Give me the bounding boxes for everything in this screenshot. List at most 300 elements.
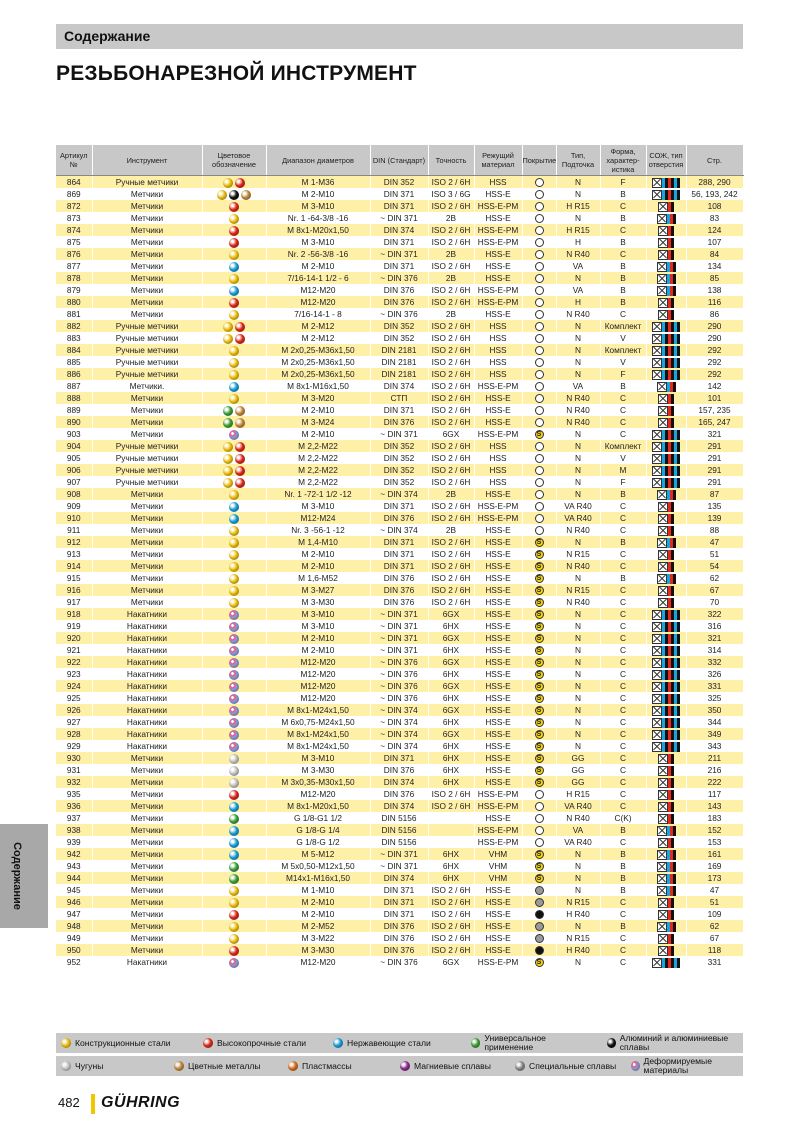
legend-label: Чугуны — [75, 1060, 104, 1071]
cell-tool: Накатники — [92, 668, 202, 680]
table-row[interactable] — [56, 596, 743, 608]
cell-din: DIN 352 — [370, 440, 428, 452]
cell-din: DIN 376 — [370, 764, 428, 776]
coolant-icon — [658, 754, 674, 763]
no-coating-icon — [535, 346, 544, 355]
table-row[interactable] — [56, 788, 743, 800]
cell-coating — [522, 212, 556, 224]
multi-material-dot-icon — [229, 682, 239, 692]
cell-page: 290 — [686, 332, 743, 344]
cell-form: M — [600, 464, 646, 476]
cell-art: 931 — [56, 764, 92, 776]
cell-page: 173 — [686, 872, 743, 884]
cell-coating — [522, 716, 556, 728]
cell-mat: VHM — [474, 860, 522, 872]
cell-color-codes — [202, 512, 266, 524]
cell-coating — [522, 584, 556, 596]
table-row[interactable] — [56, 416, 743, 428]
cell-tool: Метчики — [92, 848, 202, 860]
cell-tool: Ручные метчики — [92, 368, 202, 380]
cell-color-codes — [202, 668, 266, 680]
cell-form: C — [600, 560, 646, 572]
legend-swatch-icon — [61, 1061, 71, 1071]
no-coating-icon — [535, 826, 544, 835]
col-header-range: Диапазон диаметров — [266, 145, 370, 176]
cell-mat: HSS — [474, 476, 522, 488]
cell-mat: HSS-E — [474, 680, 522, 692]
cell-mat: HSS-E-PM — [474, 224, 522, 236]
table-row[interactable] — [56, 920, 743, 932]
cell-range: M 3-M27 — [266, 584, 370, 596]
cell-mat: HSS-E — [474, 536, 522, 548]
table-row[interactable] — [56, 692, 743, 704]
cell-acc: ISO 2 / 6H — [428, 560, 474, 572]
cell-page: 139 — [686, 512, 743, 524]
table-row[interactable] — [56, 320, 743, 332]
legend-label: Цветные металлы — [188, 1060, 261, 1071]
table-row[interactable] — [56, 440, 743, 452]
cell-color-codes — [202, 332, 266, 344]
no-coating-icon — [535, 190, 544, 199]
table-row[interactable] — [56, 884, 743, 896]
coating-icon — [535, 946, 544, 955]
no-coating-icon — [535, 334, 544, 343]
cell-coolant — [646, 632, 686, 644]
cell-acc: 6GX — [428, 608, 474, 620]
cell-range: Nr. 2 -56-3/8 -16 — [266, 248, 370, 260]
cell-din: DIN 371 — [370, 908, 428, 920]
table-row[interactable] — [56, 572, 743, 584]
cell-tool: Метчики — [92, 260, 202, 272]
cell-coolant — [646, 176, 686, 189]
table-row[interactable] — [56, 500, 743, 512]
cell-page: 124 — [686, 224, 743, 236]
coolant-icon — [658, 766, 674, 775]
cell-mat: HSS-E — [474, 884, 522, 896]
cell-coolant — [646, 488, 686, 500]
cell-din: DIN 376 — [370, 584, 428, 596]
cell-form: F — [600, 176, 646, 189]
green-material-dot-icon — [223, 406, 233, 416]
sidebar-tab[interactable] — [0, 824, 48, 928]
table-row[interactable] — [56, 608, 743, 620]
table-row[interactable] — [56, 380, 743, 392]
no-coating-icon — [535, 418, 544, 427]
cell-type: N — [556, 452, 600, 464]
cell-type: VA R40 — [556, 836, 600, 848]
yellow-material-dot-icon — [223, 478, 233, 488]
cell-art: 923 — [56, 668, 92, 680]
table-row[interactable] — [56, 896, 743, 908]
section-header-bar — [56, 24, 743, 49]
table-row[interactable] — [56, 956, 743, 968]
cell-din: DIN 371 — [370, 188, 428, 200]
col-header-form: Форма, характер-истика — [600, 145, 646, 176]
cell-form: C(K) — [600, 812, 646, 824]
table-row[interactable] — [56, 824, 743, 836]
cell-acc — [428, 812, 474, 824]
cell-range: M 8x1-M24x1,50 — [266, 704, 370, 716]
cell-acc: ISO 2 / 6H — [428, 344, 474, 356]
cell-range: 7/16-14-1 - 8 — [266, 308, 370, 320]
table-row[interactable] — [56, 464, 743, 476]
cell-mat: HSS-E — [474, 260, 522, 272]
cell-acc: ISO 2 / 6H — [428, 380, 474, 392]
cell-tool: Накатники — [92, 704, 202, 716]
cell-page: 88 — [686, 524, 743, 536]
cell-color-codes — [202, 368, 266, 380]
cell-page: 47 — [686, 884, 743, 896]
cell-range: M 3-M24 — [266, 416, 370, 428]
cell-acc: 6HX — [428, 872, 474, 884]
cell-mat: HSS — [474, 176, 522, 189]
cell-form: B — [600, 236, 646, 248]
gray-material-dot-icon — [229, 766, 239, 776]
coolant-icon — [658, 418, 674, 427]
cell-tool: Метчики — [92, 200, 202, 212]
bronze-material-dot-icon — [235, 406, 245, 416]
table-row[interactable] — [56, 284, 743, 296]
cell-coolant — [646, 380, 686, 392]
table-row[interactable] — [56, 332, 743, 344]
cell-coolant — [646, 620, 686, 632]
cell-form: C — [600, 764, 646, 776]
table-row[interactable] — [56, 200, 743, 212]
table-row[interactable] — [56, 524, 743, 536]
cell-form: B — [600, 260, 646, 272]
cell-type: N — [556, 212, 600, 224]
coolant-icon — [652, 178, 680, 187]
cell-coolant — [646, 860, 686, 872]
cell-color-codes — [202, 476, 266, 488]
table-row[interactable] — [56, 260, 743, 272]
cell-mat: HSS-E — [474, 812, 522, 824]
col-header-color: Цветовое обозначение — [202, 145, 266, 176]
cell-range: M 1-M36 — [266, 176, 370, 189]
table-row[interactable] — [56, 860, 743, 872]
cell-coating — [522, 788, 556, 800]
coolant-icon — [657, 886, 676, 895]
cell-color-codes — [202, 344, 266, 356]
yellow-material-dot-icon — [229, 574, 239, 584]
cell-mat: HSS-E — [474, 728, 522, 740]
cell-mat: HSS-E — [474, 704, 522, 716]
cell-range: M12-M20 — [266, 788, 370, 800]
cell-din: ~ DIN 376 — [370, 668, 428, 680]
cell-form: C — [600, 596, 646, 608]
cell-color-codes — [202, 944, 266, 956]
coolant-icon — [658, 802, 674, 811]
cell-form: C — [600, 584, 646, 596]
cell-coolant — [646, 452, 686, 464]
cell-color-codes — [202, 308, 266, 320]
cell-din: ~ DIN 376 — [370, 956, 428, 968]
cell-acc: 2B — [428, 248, 474, 260]
cell-mat: HSS-E-PM — [474, 836, 522, 848]
cell-acc: 6HX — [428, 740, 474, 752]
table-row[interactable] — [56, 776, 743, 788]
table-row[interactable] — [56, 764, 743, 776]
cell-color-codes — [202, 692, 266, 704]
cell-art: 904 — [56, 440, 92, 452]
cell-type: N — [556, 620, 600, 632]
col-header-material: Режущий материал — [474, 145, 522, 176]
cell-coating — [522, 824, 556, 836]
cell-page: 326 — [686, 668, 743, 680]
table-row[interactable] — [56, 272, 743, 284]
table-row[interactable] — [56, 560, 743, 572]
coolant-icon — [657, 286, 676, 295]
legend-item — [470, 1033, 590, 1053]
cell-tool: Метчики — [92, 512, 202, 524]
cell-din: DIN 371 — [370, 884, 428, 896]
coating-s-icon: S — [535, 742, 544, 751]
col-header-tool: Инструмент — [92, 145, 202, 176]
table-row[interactable] — [56, 632, 743, 644]
table-row[interactable] — [56, 344, 743, 356]
table-row[interactable] — [56, 644, 743, 656]
cell-art: 924 — [56, 680, 92, 692]
blue-material-dot-icon — [229, 382, 239, 392]
table-row[interactable] — [56, 800, 743, 812]
cell-art: 873 — [56, 212, 92, 224]
cell-color-codes — [202, 284, 266, 296]
table-row[interactable] — [56, 620, 743, 632]
cell-acc: ISO 2 / 6H — [428, 416, 474, 428]
cell-range: M 2-M10 — [266, 428, 370, 440]
table-row[interactable] — [56, 296, 743, 308]
tools-table — [56, 145, 744, 968]
cell-mat: HSS-E-PM — [474, 296, 522, 308]
cell-coolant — [646, 320, 686, 332]
legend-item — [173, 1056, 261, 1076]
cell-form: B — [600, 380, 646, 392]
table-row[interactable] — [56, 224, 743, 236]
table-row[interactable] — [56, 716, 743, 728]
table-row[interactable] — [56, 908, 743, 920]
gray-material-dot-icon — [229, 754, 239, 764]
cell-form: C — [600, 512, 646, 524]
cell-form: V — [600, 356, 646, 368]
cell-type: N R15 — [556, 548, 600, 560]
no-coating-icon — [535, 370, 544, 379]
cell-type: N — [556, 368, 600, 380]
cell-mat: HSS-E — [474, 392, 522, 404]
table-row[interactable] — [56, 212, 743, 224]
no-coating-icon — [535, 442, 544, 451]
cell-form: B — [600, 296, 646, 308]
table-row[interactable] — [56, 836, 743, 848]
table-row[interactable] — [56, 188, 743, 200]
table-row[interactable] — [56, 872, 743, 884]
cell-page: 138 — [686, 284, 743, 296]
cell-din: ~ DIN 374 — [370, 704, 428, 716]
cell-art: 913 — [56, 548, 92, 560]
no-coating-icon — [535, 250, 544, 259]
legend-item — [287, 1056, 352, 1076]
coolant-icon — [652, 358, 680, 367]
cell-acc: ISO 2 / 6H — [428, 572, 474, 584]
table-row[interactable] — [56, 812, 743, 824]
cell-art: 874 — [56, 224, 92, 236]
multi-material-dot-icon — [229, 730, 239, 740]
cell-range: M 3-M30 — [266, 764, 370, 776]
cell-page: 67 — [686, 584, 743, 596]
cell-acc: 6GX — [428, 632, 474, 644]
cell-acc: ISO 2 / 6H — [428, 368, 474, 380]
col-header-coating: Покрытие — [522, 145, 556, 176]
table-row[interactable] — [56, 728, 743, 740]
cell-form: C — [600, 752, 646, 764]
cell-coating — [522, 704, 556, 716]
cell-mat: HSS — [474, 440, 522, 452]
coolant-icon — [658, 526, 674, 535]
cell-type: N — [556, 956, 600, 968]
legend-label: Конструкционные стали — [75, 1037, 171, 1048]
cell-art: 918 — [56, 608, 92, 620]
cell-range: M 8x1-M24x1,50 — [266, 740, 370, 752]
table-row[interactable] — [56, 932, 743, 944]
cell-color-codes — [202, 680, 266, 692]
section-header-title: Содержание — [64, 28, 151, 44]
table-row[interactable] — [56, 308, 743, 320]
cell-mat: HSS-E — [474, 248, 522, 260]
coolant-icon — [658, 946, 674, 955]
cell-range: M 2-M10 — [266, 908, 370, 920]
cell-coating — [522, 440, 556, 452]
cell-tool: Накатники — [92, 680, 202, 692]
table-row[interactable] — [56, 752, 743, 764]
cell-din: ~ DIN 376 — [370, 272, 428, 284]
cell-coolant — [646, 560, 686, 572]
cell-acc: ISO 2 / 6H — [428, 440, 474, 452]
table-row[interactable] — [56, 452, 743, 464]
table-row[interactable] — [56, 488, 743, 500]
table-row[interactable] — [56, 680, 743, 692]
table-row[interactable] — [56, 704, 743, 716]
cell-coating — [522, 920, 556, 932]
cell-form: B — [600, 872, 646, 884]
cell-page: 142 — [686, 380, 743, 392]
cell-acc: ISO 2 / 6H — [428, 584, 474, 596]
table-row[interactable] — [56, 656, 743, 668]
table-row[interactable] — [56, 236, 743, 248]
table-row[interactable] — [56, 740, 743, 752]
cell-acc: 6GX — [428, 656, 474, 668]
no-coating-icon — [535, 322, 544, 331]
cell-coating — [522, 776, 556, 788]
cell-din: СТП — [370, 392, 428, 404]
cell-form: C — [600, 656, 646, 668]
cell-page: 67 — [686, 932, 743, 944]
cell-color-codes — [202, 272, 266, 284]
cell-form: C — [600, 392, 646, 404]
table-row[interactable] — [56, 584, 743, 596]
cell-din: ~ DIN 371 — [370, 248, 428, 260]
table-row[interactable] — [56, 368, 743, 380]
cell-tool: Метчики — [92, 500, 202, 512]
cell-type: N R40 — [556, 404, 600, 416]
red-material-dot-icon — [229, 226, 239, 236]
coating-icon — [535, 886, 544, 895]
cell-type: N — [556, 848, 600, 860]
cell-din: DIN 2181 — [370, 344, 428, 356]
table-row[interactable] — [56, 548, 743, 560]
red-material-dot-icon — [235, 322, 245, 332]
cell-mat: HSS — [474, 320, 522, 332]
table-row[interactable] — [56, 404, 743, 416]
cell-color-codes — [202, 716, 266, 728]
cell-din: DIN 371 — [370, 500, 428, 512]
table-row[interactable] — [56, 668, 743, 680]
cell-range: M 8x1-M20x1,50 — [266, 800, 370, 812]
table-row[interactable] — [56, 848, 743, 860]
table-row[interactable] — [56, 476, 743, 488]
no-coating-icon — [535, 382, 544, 391]
cell-color-codes — [202, 824, 266, 836]
cell-color-codes — [202, 920, 266, 932]
cell-coolant — [646, 896, 686, 908]
col-header-din: DIN (Стандарт) — [370, 145, 428, 176]
cell-form: C — [600, 608, 646, 620]
table-row[interactable] — [56, 248, 743, 260]
no-coating-icon — [535, 406, 544, 415]
cell-color-codes — [202, 464, 266, 476]
cell-art: 917 — [56, 596, 92, 608]
cell-coating — [522, 620, 556, 632]
coating-s-icon: S — [535, 730, 544, 739]
cell-acc: 6HX — [428, 620, 474, 632]
page-number: 482 — [58, 1095, 80, 1110]
cell-color-codes — [202, 488, 266, 500]
table-row[interactable] — [56, 536, 743, 548]
table-row[interactable] — [56, 428, 743, 440]
table-row[interactable] — [56, 512, 743, 524]
cell-tool: Метчики — [92, 416, 202, 428]
col-header-type: Тип, Подточка — [556, 145, 600, 176]
coolant-icon — [658, 910, 674, 919]
table-row[interactable] — [56, 176, 743, 189]
table-row[interactable] — [56, 392, 743, 404]
cell-art: 889 — [56, 404, 92, 416]
yellow-material-dot-icon — [223, 178, 233, 188]
table-row[interactable] — [56, 356, 743, 368]
coolant-icon — [652, 646, 680, 655]
cell-mat: HSS-E — [474, 188, 522, 200]
cell-art: 914 — [56, 560, 92, 572]
coolant-icon — [652, 346, 680, 355]
cell-mat: HSS-E — [474, 644, 522, 656]
table-row[interactable] — [56, 944, 743, 956]
cell-acc: ISO 2 / 6H — [428, 596, 474, 608]
cell-din: DIN 376 — [370, 416, 428, 428]
cell-color-codes — [202, 188, 266, 200]
cell-form: Комплект — [600, 344, 646, 356]
cell-coolant — [646, 404, 686, 416]
cell-color-codes — [202, 380, 266, 392]
no-coating-icon — [535, 502, 544, 511]
cell-coating — [522, 740, 556, 752]
cell-range: M 2-M12 — [266, 320, 370, 332]
cell-acc: ISO 2 / 6H — [428, 404, 474, 416]
cell-form: B — [600, 848, 646, 860]
cell-coating — [522, 944, 556, 956]
coolant-icon — [652, 670, 680, 679]
cell-coolant — [646, 692, 686, 704]
cell-coating — [522, 908, 556, 920]
no-coating-icon — [535, 286, 544, 295]
cell-coolant — [646, 608, 686, 620]
